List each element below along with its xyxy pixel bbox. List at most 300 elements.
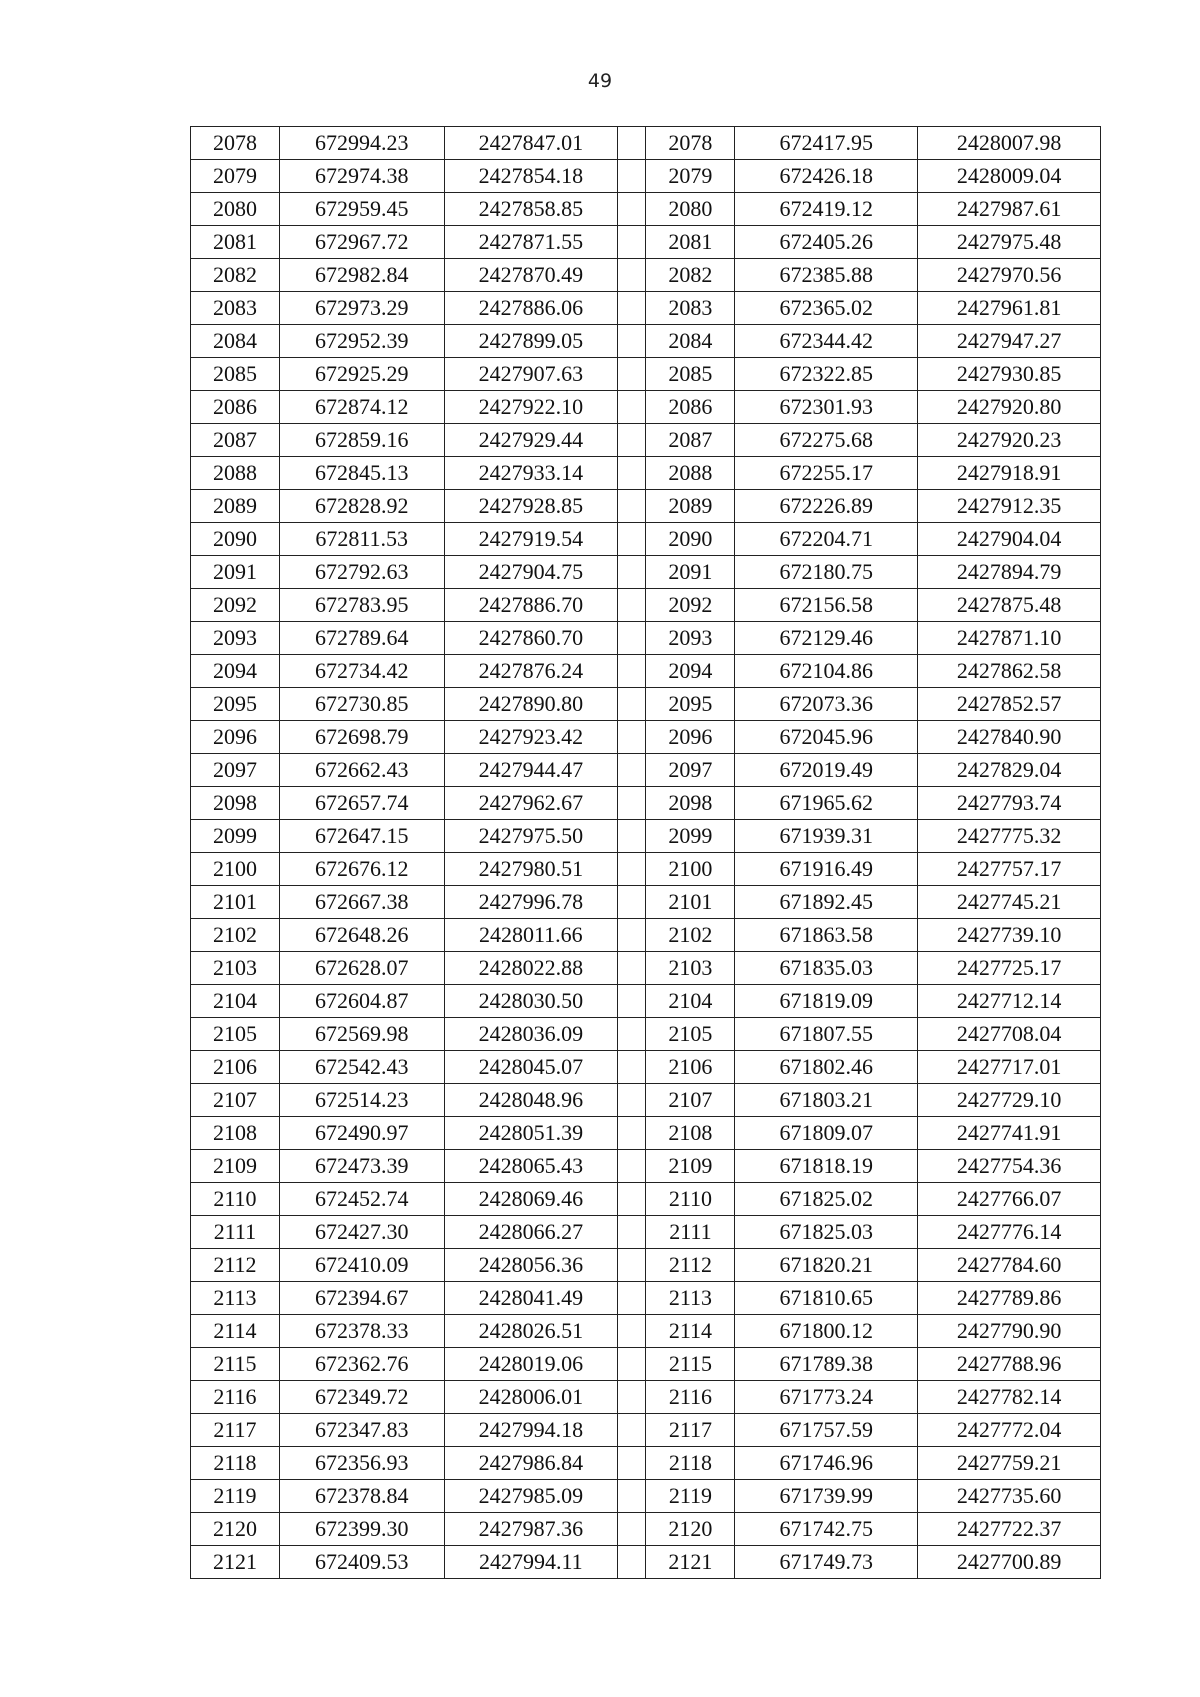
x-coordinate-left: 672698.79 xyxy=(279,721,444,754)
y-coordinate-left: 2427886.70 xyxy=(444,589,618,622)
table-row xyxy=(191,1150,1101,1183)
spacer-cell xyxy=(618,226,646,259)
table-row xyxy=(191,589,1101,622)
x-coordinate-left: 672974.38 xyxy=(279,160,444,193)
x-coordinate-right: 671825.03 xyxy=(735,1216,918,1249)
point-id-right: 2079 xyxy=(646,160,735,193)
y-coordinate-right: 2427829.04 xyxy=(918,754,1101,787)
y-coordinate-right: 2427745.21 xyxy=(918,886,1101,919)
x-coordinate-right: 672204.71 xyxy=(735,523,918,556)
table-row xyxy=(191,1216,1101,1249)
y-coordinate-right: 2427930.85 xyxy=(918,358,1101,391)
point-id-right: 2095 xyxy=(646,688,735,721)
y-coordinate-left: 2428069.46 xyxy=(444,1183,618,1216)
y-coordinate-right: 2427776.14 xyxy=(918,1216,1101,1249)
table-row xyxy=(191,1480,1101,1513)
x-coordinate-right: 671965.62 xyxy=(735,787,918,820)
table-body xyxy=(191,127,1101,1579)
y-coordinate-right: 2427722.37 xyxy=(918,1513,1101,1546)
spacer-cell xyxy=(618,358,646,391)
x-coordinate-left: 672349.72 xyxy=(279,1381,444,1414)
y-coordinate-right: 2428007.98 xyxy=(918,127,1101,160)
y-coordinate-left: 2427886.06 xyxy=(444,292,618,325)
x-coordinate-right: 671800.12 xyxy=(735,1315,918,1348)
spacer-cell xyxy=(618,490,646,523)
x-coordinate-left: 672828.92 xyxy=(279,490,444,523)
point-id-left: 2114 xyxy=(191,1315,280,1348)
x-coordinate-left: 672409.53 xyxy=(279,1546,444,1579)
point-id-left: 2116 xyxy=(191,1381,280,1414)
x-coordinate-left: 672730.85 xyxy=(279,688,444,721)
point-id-right: 2088 xyxy=(646,457,735,490)
spacer-cell xyxy=(618,1381,646,1414)
y-coordinate-right: 2427975.48 xyxy=(918,226,1101,259)
table-row xyxy=(191,1348,1101,1381)
x-coordinate-right: 671810.65 xyxy=(735,1282,918,1315)
y-coordinate-right: 2427788.96 xyxy=(918,1348,1101,1381)
y-coordinate-left: 2427980.51 xyxy=(444,853,618,886)
x-coordinate-right: 672301.93 xyxy=(735,391,918,424)
spacer-cell xyxy=(618,589,646,622)
spacer-cell xyxy=(618,1084,646,1117)
x-coordinate-left: 672982.84 xyxy=(279,259,444,292)
point-id-right: 2089 xyxy=(646,490,735,523)
table-row xyxy=(191,325,1101,358)
spacer-cell xyxy=(618,1447,646,1480)
y-coordinate-right: 2427862.58 xyxy=(918,655,1101,688)
x-coordinate-left: 672967.72 xyxy=(279,226,444,259)
y-coordinate-left: 2427944.47 xyxy=(444,754,618,787)
x-coordinate-right: 671835.03 xyxy=(735,952,918,985)
point-id-left: 2095 xyxy=(191,688,280,721)
x-coordinate-right: 672156.58 xyxy=(735,589,918,622)
point-id-left: 2115 xyxy=(191,1348,280,1381)
y-coordinate-right: 2427789.86 xyxy=(918,1282,1101,1315)
y-coordinate-right: 2427739.10 xyxy=(918,919,1101,952)
x-coordinate-right: 671892.45 xyxy=(735,886,918,919)
x-coordinate-right: 671939.31 xyxy=(735,820,918,853)
point-id-right: 2094 xyxy=(646,655,735,688)
spacer-cell xyxy=(618,391,646,424)
x-coordinate-right: 672104.86 xyxy=(735,655,918,688)
y-coordinate-left: 2427870.49 xyxy=(444,259,618,292)
y-coordinate-right: 2427920.80 xyxy=(918,391,1101,424)
x-coordinate-left: 672874.12 xyxy=(279,391,444,424)
point-id-left: 2079 xyxy=(191,160,280,193)
y-coordinate-left: 2428048.96 xyxy=(444,1084,618,1117)
point-id-left: 2112 xyxy=(191,1249,280,1282)
y-coordinate-left: 2428006.01 xyxy=(444,1381,618,1414)
point-id-right: 2106 xyxy=(646,1051,735,1084)
y-coordinate-right: 2427757.17 xyxy=(918,853,1101,886)
y-coordinate-left: 2427994.11 xyxy=(444,1546,618,1579)
table-row xyxy=(191,193,1101,226)
point-id-left: 2080 xyxy=(191,193,280,226)
y-coordinate-left: 2427928.85 xyxy=(444,490,618,523)
table-row xyxy=(191,127,1101,160)
x-coordinate-left: 672542.43 xyxy=(279,1051,444,1084)
y-coordinate-left: 2427996.78 xyxy=(444,886,618,919)
table-row xyxy=(191,985,1101,1018)
x-coordinate-left: 672676.12 xyxy=(279,853,444,886)
point-id-right: 2110 xyxy=(646,1183,735,1216)
y-coordinate-left: 2427985.09 xyxy=(444,1480,618,1513)
spacer-cell xyxy=(618,1513,646,1546)
table-row xyxy=(191,1546,1101,1579)
y-coordinate-left: 2427890.80 xyxy=(444,688,618,721)
point-id-right: 2087 xyxy=(646,424,735,457)
table-row xyxy=(191,820,1101,853)
x-coordinate-left: 672657.74 xyxy=(279,787,444,820)
y-coordinate-right: 2427970.56 xyxy=(918,259,1101,292)
y-coordinate-right: 2427754.36 xyxy=(918,1150,1101,1183)
spacer-cell xyxy=(618,1348,646,1381)
y-coordinate-left: 2427986.84 xyxy=(444,1447,618,1480)
spacer-cell xyxy=(618,1216,646,1249)
x-coordinate-right: 671739.99 xyxy=(735,1480,918,1513)
y-coordinate-left: 2427962.67 xyxy=(444,787,618,820)
point-id-left: 2111 xyxy=(191,1216,280,1249)
x-coordinate-right: 672045.96 xyxy=(735,721,918,754)
point-id-right: 2103 xyxy=(646,952,735,985)
x-coordinate-right: 671916.49 xyxy=(735,853,918,886)
y-coordinate-right: 2427840.90 xyxy=(918,721,1101,754)
point-id-left: 2094 xyxy=(191,655,280,688)
table-row xyxy=(191,1051,1101,1084)
point-id-right: 2080 xyxy=(646,193,735,226)
table-row xyxy=(191,1381,1101,1414)
spacer-cell xyxy=(618,853,646,886)
y-coordinate-right: 2427875.48 xyxy=(918,589,1101,622)
y-coordinate-right: 2427735.60 xyxy=(918,1480,1101,1513)
spacer-cell xyxy=(618,985,646,1018)
point-id-right: 2091 xyxy=(646,556,735,589)
y-coordinate-left: 2428036.09 xyxy=(444,1018,618,1051)
x-coordinate-right: 671807.55 xyxy=(735,1018,918,1051)
y-coordinate-right: 2427782.14 xyxy=(918,1381,1101,1414)
point-id-left: 2107 xyxy=(191,1084,280,1117)
x-coordinate-left: 672667.38 xyxy=(279,886,444,919)
x-coordinate-left: 672378.84 xyxy=(279,1480,444,1513)
point-id-left: 2085 xyxy=(191,358,280,391)
x-coordinate-right: 672322.85 xyxy=(735,358,918,391)
point-id-right: 2083 xyxy=(646,292,735,325)
point-id-left: 2087 xyxy=(191,424,280,457)
spacer-cell xyxy=(618,160,646,193)
x-coordinate-right: 672365.02 xyxy=(735,292,918,325)
y-coordinate-left: 2427860.70 xyxy=(444,622,618,655)
point-id-left: 2082 xyxy=(191,259,280,292)
spacer-cell xyxy=(618,259,646,292)
spacer-cell xyxy=(618,424,646,457)
table-row xyxy=(191,787,1101,820)
spacer-cell xyxy=(618,523,646,556)
x-coordinate-left: 672952.39 xyxy=(279,325,444,358)
x-coordinate-left: 672514.23 xyxy=(279,1084,444,1117)
point-id-right: 2113 xyxy=(646,1282,735,1315)
y-coordinate-right: 2427708.04 xyxy=(918,1018,1101,1051)
y-coordinate-left: 2427854.18 xyxy=(444,160,618,193)
x-coordinate-left: 672973.29 xyxy=(279,292,444,325)
point-id-left: 2090 xyxy=(191,523,280,556)
point-id-left: 2092 xyxy=(191,589,280,622)
spacer-cell xyxy=(618,1183,646,1216)
x-coordinate-right: 672385.88 xyxy=(735,259,918,292)
x-coordinate-right: 671789.38 xyxy=(735,1348,918,1381)
x-coordinate-right: 671820.21 xyxy=(735,1249,918,1282)
table-row xyxy=(191,1282,1101,1315)
x-coordinate-left: 672399.30 xyxy=(279,1513,444,1546)
point-id-right: 2078 xyxy=(646,127,735,160)
y-coordinate-left: 2427933.14 xyxy=(444,457,618,490)
x-coordinate-left: 672959.45 xyxy=(279,193,444,226)
y-coordinate-right: 2427793.74 xyxy=(918,787,1101,820)
y-coordinate-left: 2427929.44 xyxy=(444,424,618,457)
y-coordinate-right: 2427987.61 xyxy=(918,193,1101,226)
point-id-right: 2090 xyxy=(646,523,735,556)
table-row xyxy=(191,1117,1101,1150)
spacer-cell xyxy=(618,1150,646,1183)
x-coordinate-right: 672405.26 xyxy=(735,226,918,259)
x-coordinate-left: 672362.76 xyxy=(279,1348,444,1381)
y-coordinate-right: 2427918.91 xyxy=(918,457,1101,490)
point-id-left: 2099 xyxy=(191,820,280,853)
table-row xyxy=(191,1315,1101,1348)
y-coordinate-left: 2428026.51 xyxy=(444,1315,618,1348)
x-coordinate-left: 672859.16 xyxy=(279,424,444,457)
point-id-right: 2121 xyxy=(646,1546,735,1579)
point-id-left: 2097 xyxy=(191,754,280,787)
x-coordinate-left: 672347.83 xyxy=(279,1414,444,1447)
x-coordinate-right: 672226.89 xyxy=(735,490,918,523)
x-coordinate-right: 672129.46 xyxy=(735,622,918,655)
x-coordinate-right: 671809.07 xyxy=(735,1117,918,1150)
x-coordinate-right: 671749.73 xyxy=(735,1546,918,1579)
point-id-right: 2093 xyxy=(646,622,735,655)
spacer-cell xyxy=(618,1414,646,1447)
x-coordinate-left: 672490.97 xyxy=(279,1117,444,1150)
table-row xyxy=(191,1183,1101,1216)
point-id-right: 2097 xyxy=(646,754,735,787)
spacer-cell xyxy=(618,688,646,721)
point-id-left: 2103 xyxy=(191,952,280,985)
table-row xyxy=(191,886,1101,919)
point-id-left: 2083 xyxy=(191,292,280,325)
x-coordinate-left: 672628.07 xyxy=(279,952,444,985)
point-id-right: 2096 xyxy=(646,721,735,754)
y-coordinate-right: 2427790.90 xyxy=(918,1315,1101,1348)
point-id-right: 2109 xyxy=(646,1150,735,1183)
y-coordinate-right: 2427712.14 xyxy=(918,985,1101,1018)
x-coordinate-right: 672019.49 xyxy=(735,754,918,787)
point-id-right: 2120 xyxy=(646,1513,735,1546)
point-id-left: 2098 xyxy=(191,787,280,820)
x-coordinate-right: 671742.75 xyxy=(735,1513,918,1546)
page-number: 49 xyxy=(587,70,613,92)
spacer-cell xyxy=(618,127,646,160)
x-coordinate-left: 672792.63 xyxy=(279,556,444,589)
x-coordinate-right: 672073.36 xyxy=(735,688,918,721)
x-coordinate-right: 671802.46 xyxy=(735,1051,918,1084)
spacer-cell xyxy=(618,919,646,952)
point-id-right: 2101 xyxy=(646,886,735,919)
y-coordinate-right: 2427700.89 xyxy=(918,1546,1101,1579)
point-id-right: 2111 xyxy=(646,1216,735,1249)
y-coordinate-left: 2427871.55 xyxy=(444,226,618,259)
point-id-left: 2089 xyxy=(191,490,280,523)
point-id-left: 2101 xyxy=(191,886,280,919)
x-coordinate-right: 672426.18 xyxy=(735,160,918,193)
y-coordinate-right: 2427772.04 xyxy=(918,1414,1101,1447)
y-coordinate-left: 2427904.75 xyxy=(444,556,618,589)
x-coordinate-right: 672344.42 xyxy=(735,325,918,358)
point-id-right: 2085 xyxy=(646,358,735,391)
point-id-right: 2116 xyxy=(646,1381,735,1414)
y-coordinate-left: 2427975.50 xyxy=(444,820,618,853)
spacer-cell xyxy=(618,787,646,820)
x-coordinate-right: 672417.95 xyxy=(735,127,918,160)
y-coordinate-left: 2428045.07 xyxy=(444,1051,618,1084)
point-id-right: 2099 xyxy=(646,820,735,853)
point-id-left: 2096 xyxy=(191,721,280,754)
point-id-right: 2104 xyxy=(646,985,735,1018)
point-id-right: 2117 xyxy=(646,1414,735,1447)
table-row xyxy=(191,556,1101,589)
spacer-cell xyxy=(618,325,646,358)
spacer-cell xyxy=(618,721,646,754)
table-row xyxy=(191,655,1101,688)
point-id-left: 2084 xyxy=(191,325,280,358)
table-row xyxy=(191,754,1101,787)
y-coordinate-right: 2427912.35 xyxy=(918,490,1101,523)
y-coordinate-right: 2427729.10 xyxy=(918,1084,1101,1117)
y-coordinate-right: 2427852.57 xyxy=(918,688,1101,721)
point-id-left: 2086 xyxy=(191,391,280,424)
x-coordinate-left: 672394.67 xyxy=(279,1282,444,1315)
x-coordinate-left: 672569.98 xyxy=(279,1018,444,1051)
table-row xyxy=(191,160,1101,193)
point-id-left: 2100 xyxy=(191,853,280,886)
x-coordinate-right: 672275.68 xyxy=(735,424,918,457)
x-coordinate-right: 671803.21 xyxy=(735,1084,918,1117)
y-coordinate-left: 2428056.36 xyxy=(444,1249,618,1282)
spacer-cell xyxy=(618,193,646,226)
point-id-right: 2082 xyxy=(646,259,735,292)
table-row xyxy=(191,1414,1101,1447)
spacer-cell xyxy=(618,1546,646,1579)
x-coordinate-left: 672925.29 xyxy=(279,358,444,391)
x-coordinate-left: 672604.87 xyxy=(279,985,444,1018)
point-id-left: 2091 xyxy=(191,556,280,589)
x-coordinate-left: 672994.23 xyxy=(279,127,444,160)
y-coordinate-left: 2427994.18 xyxy=(444,1414,618,1447)
point-id-right: 2107 xyxy=(646,1084,735,1117)
point-id-left: 2104 xyxy=(191,985,280,1018)
y-coordinate-left: 2428041.49 xyxy=(444,1282,618,1315)
point-id-right: 2102 xyxy=(646,919,735,952)
x-coordinate-right: 671819.09 xyxy=(735,985,918,1018)
y-coordinate-right: 2427717.01 xyxy=(918,1051,1101,1084)
x-coordinate-left: 672427.30 xyxy=(279,1216,444,1249)
table-row xyxy=(191,490,1101,523)
table-row xyxy=(191,292,1101,325)
x-coordinate-right: 672180.75 xyxy=(735,556,918,589)
y-coordinate-left: 2427923.42 xyxy=(444,721,618,754)
y-coordinate-left: 2428011.66 xyxy=(444,919,618,952)
point-id-left: 2121 xyxy=(191,1546,280,1579)
point-id-right: 2114 xyxy=(646,1315,735,1348)
x-coordinate-right: 672419.12 xyxy=(735,193,918,226)
point-id-right: 2119 xyxy=(646,1480,735,1513)
point-id-right: 2118 xyxy=(646,1447,735,1480)
table-row xyxy=(191,688,1101,721)
x-coordinate-left: 672811.53 xyxy=(279,523,444,556)
spacer-cell xyxy=(618,1249,646,1282)
x-coordinate-right: 671746.96 xyxy=(735,1447,918,1480)
point-id-right: 2112 xyxy=(646,1249,735,1282)
y-coordinate-left: 2428066.27 xyxy=(444,1216,618,1249)
x-coordinate-left: 672410.09 xyxy=(279,1249,444,1282)
point-id-left: 2109 xyxy=(191,1150,280,1183)
point-id-left: 2081 xyxy=(191,226,280,259)
y-coordinate-right: 2427904.04 xyxy=(918,523,1101,556)
table-row xyxy=(191,853,1101,886)
table-row xyxy=(191,259,1101,292)
x-coordinate-right: 671863.58 xyxy=(735,919,918,952)
y-coordinate-right: 2427961.81 xyxy=(918,292,1101,325)
point-id-left: 2106 xyxy=(191,1051,280,1084)
x-coordinate-right: 672255.17 xyxy=(735,457,918,490)
table-row xyxy=(191,1447,1101,1480)
point-id-right: 2115 xyxy=(646,1348,735,1381)
point-id-left: 2113 xyxy=(191,1282,280,1315)
x-coordinate-right: 671825.02 xyxy=(735,1183,918,1216)
spacer-cell xyxy=(618,820,646,853)
point-id-left: 2118 xyxy=(191,1447,280,1480)
y-coordinate-left: 2428030.50 xyxy=(444,985,618,1018)
x-coordinate-left: 672356.93 xyxy=(279,1447,444,1480)
table-row xyxy=(191,1513,1101,1546)
y-coordinate-left: 2427847.01 xyxy=(444,127,618,160)
point-id-right: 2084 xyxy=(646,325,735,358)
y-coordinate-right: 2428009.04 xyxy=(918,160,1101,193)
point-id-left: 2110 xyxy=(191,1183,280,1216)
table-row xyxy=(191,919,1101,952)
x-coordinate-left: 672662.43 xyxy=(279,754,444,787)
point-id-left: 2108 xyxy=(191,1117,280,1150)
point-id-right: 2081 xyxy=(646,226,735,259)
y-coordinate-left: 2427907.63 xyxy=(444,358,618,391)
y-coordinate-right: 2427871.10 xyxy=(918,622,1101,655)
table-row xyxy=(191,1018,1101,1051)
x-coordinate-left: 672845.13 xyxy=(279,457,444,490)
y-coordinate-left: 2427919.54 xyxy=(444,523,618,556)
spacer-cell xyxy=(618,1480,646,1513)
spacer-cell xyxy=(618,622,646,655)
y-coordinate-left: 2427876.24 xyxy=(444,655,618,688)
point-id-right: 2108 xyxy=(646,1117,735,1150)
point-id-left: 2102 xyxy=(191,919,280,952)
point-id-left: 2093 xyxy=(191,622,280,655)
spacer-cell xyxy=(618,952,646,985)
table-row xyxy=(191,391,1101,424)
table-row xyxy=(191,457,1101,490)
point-id-left: 2105 xyxy=(191,1018,280,1051)
y-coordinate-right: 2427759.21 xyxy=(918,1447,1101,1480)
point-id-right: 2105 xyxy=(646,1018,735,1051)
x-coordinate-left: 672647.15 xyxy=(279,820,444,853)
y-coordinate-left: 2428065.43 xyxy=(444,1150,618,1183)
